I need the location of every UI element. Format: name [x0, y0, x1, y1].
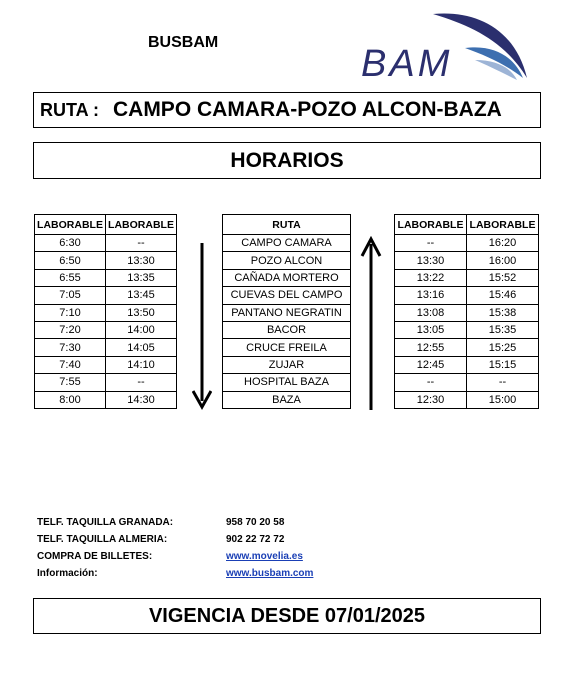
table-row	[223, 235, 351, 252]
table-row	[395, 321, 539, 338]
table-row	[35, 321, 177, 338]
time-cell: 7:55	[35, 374, 106, 391]
table-row	[35, 287, 177, 304]
time-cell: 14:00	[106, 321, 177, 338]
time-cell: 15:38	[467, 304, 539, 321]
table-row	[395, 287, 539, 304]
contact-row	[37, 514, 313, 531]
table-row	[395, 374, 539, 391]
time-cell: 14:30	[106, 391, 177, 408]
time-cell: --	[395, 235, 467, 252]
stops-header: RUTA	[223, 215, 351, 235]
time-cell: 14:05	[106, 339, 177, 356]
contact-link[interactable]: www.busbam.com	[226, 568, 314, 579]
table-row	[223, 304, 351, 321]
time-cell: 16:00	[467, 252, 539, 269]
table-row	[35, 235, 177, 252]
stop-name: CAMPO CAMARA	[223, 235, 351, 252]
return-header: LABORABLE	[467, 215, 539, 235]
time-cell: 13:50	[106, 304, 177, 321]
horarios-banner	[33, 142, 541, 179]
contact-row	[37, 548, 313, 565]
time-cell: 7:30	[35, 339, 106, 356]
time-cell: 6:50	[35, 252, 106, 269]
time-cell: 13:16	[395, 287, 467, 304]
contact-row	[37, 531, 313, 548]
time-cell: --	[395, 374, 467, 391]
company-name: BUSBAM	[148, 34, 219, 51]
time-cell: 7:05	[35, 287, 106, 304]
return-schedule-table	[394, 214, 539, 409]
stop-name: POZO ALCON	[223, 252, 351, 269]
route-name: CAMPO CAMARA-POZO ALCON-BAZA	[112, 98, 502, 121]
arrow-up-icon	[360, 236, 382, 410]
contact-label: COMPRA DE BILLETES:	[37, 551, 153, 562]
time-cell: 7:20	[35, 321, 106, 338]
contact-value: 958 70 20 58	[226, 517, 285, 528]
time-cell: 15:35	[467, 321, 539, 338]
arrow-down-icon	[192, 243, 212, 411]
validity-text: VIGENCIA DESDE 07/01/2025	[148, 604, 426, 627]
time-cell: 13:30	[395, 252, 467, 269]
table-row	[35, 374, 177, 391]
table-row	[395, 269, 539, 286]
contact-value: 902 22 72 72	[226, 534, 285, 545]
table-row	[223, 321, 351, 338]
time-cell: 15:25	[467, 339, 539, 356]
contact-link[interactable]: www.movelia.es	[226, 551, 303, 562]
contact-label: TELF. TAQUILLA ALMERIA:	[37, 534, 168, 545]
horarios-title: HORARIOS	[230, 148, 344, 172]
table-row	[223, 269, 351, 286]
time-cell: --	[467, 374, 539, 391]
table-row	[35, 252, 177, 269]
contact-label: Información:	[37, 568, 98, 579]
time-cell: 15:15	[467, 356, 539, 373]
time-cell: --	[106, 374, 177, 391]
time-cell: 7:40	[35, 356, 106, 373]
route-stops-table	[222, 214, 351, 409]
table-row	[35, 269, 177, 286]
stop-name: PANTANO NEGRATIN	[223, 304, 351, 321]
time-cell: 15:52	[467, 269, 539, 286]
table-row	[223, 252, 351, 269]
table-row	[223, 339, 351, 356]
table-row	[395, 304, 539, 321]
time-cell: 13:30	[106, 252, 177, 269]
table-row	[223, 356, 351, 373]
time-cell: 14:10	[106, 356, 177, 373]
time-cell: 13:45	[106, 287, 177, 304]
table-row	[223, 391, 351, 408]
time-cell: 12:30	[395, 391, 467, 408]
route-banner	[33, 92, 541, 128]
table-row	[395, 356, 539, 373]
table-row	[395, 339, 539, 356]
time-cell: 15:00	[467, 391, 539, 408]
logo-text: BAM	[361, 43, 453, 85]
outbound-schedule-table	[34, 214, 177, 409]
time-cell: 8:00	[35, 391, 106, 408]
stop-name: CUEVAS DEL CAMPO	[223, 287, 351, 304]
table-row	[35, 304, 177, 321]
stop-name: HOSPITAL BAZA	[223, 374, 351, 391]
time-cell: 6:55	[35, 269, 106, 286]
table-row	[223, 374, 351, 391]
table-row	[35, 356, 177, 373]
table-row	[35, 339, 177, 356]
stop-name: BAZA	[223, 391, 351, 408]
return-header: LABORABLE	[395, 215, 467, 235]
time-cell: 13:08	[395, 304, 467, 321]
contact-label: TELF. TAQUILLA GRANADA:	[37, 517, 174, 528]
table-row	[35, 391, 177, 408]
time-cell: 15:46	[467, 287, 539, 304]
time-cell: 7:10	[35, 304, 106, 321]
route-label: RUTA :	[40, 99, 99, 120]
validity-banner	[33, 598, 541, 634]
time-cell: 13:05	[395, 321, 467, 338]
time-cell: 12:55	[395, 339, 467, 356]
stop-name: BACOR	[223, 321, 351, 338]
table-row	[223, 287, 351, 304]
time-cell: 12:45	[395, 356, 467, 373]
time-cell: --	[106, 235, 177, 252]
stop-name: CAÑADA MORTERO	[223, 269, 351, 286]
contact-row	[37, 565, 313, 582]
contact-info	[37, 514, 313, 582]
stop-name: ZUJAR	[223, 356, 351, 373]
outbound-header: LABORABLE	[35, 215, 106, 235]
table-row	[395, 252, 539, 269]
outbound-header: LABORABLE	[106, 215, 177, 235]
time-cell: 6:30	[35, 235, 106, 252]
time-cell: 13:35	[106, 269, 177, 286]
table-row	[395, 235, 539, 252]
time-cell: 16:20	[467, 235, 539, 252]
table-row	[395, 391, 539, 408]
time-cell: 13:22	[395, 269, 467, 286]
stop-name: CRUCE FREILA	[223, 339, 351, 356]
bam-logo	[355, 8, 535, 88]
